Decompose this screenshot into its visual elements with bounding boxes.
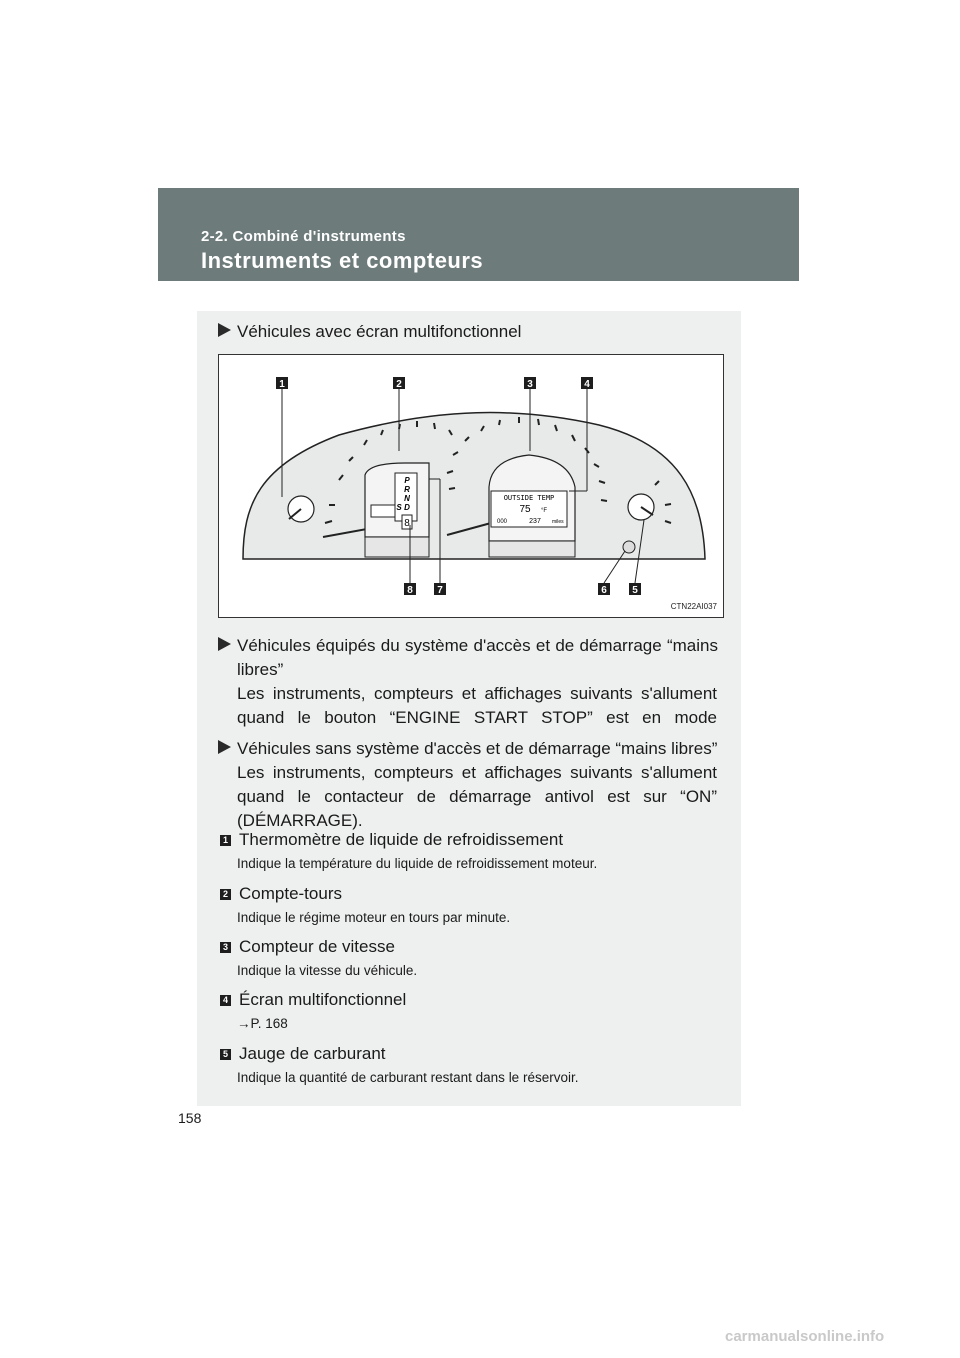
item-2-desc: Indique le régime moteur en tours par minute. <box>237 910 511 925</box>
item-5-number: 5 <box>220 1049 231 1060</box>
item-5-desc: Indique la quantité de carburant restant dans le réservoir. <box>237 1070 579 1085</box>
display-odo-unit: miles <box>552 519 564 525</box>
page-number: 158 <box>178 1110 202 1126</box>
item-3-number: 3 <box>220 942 231 953</box>
gear-digit: 8 <box>404 518 410 529</box>
bullet-triangle-icon <box>218 637 231 651</box>
display-temp: 75 <box>519 504 531 515</box>
display-odo-value: 237 <box>529 518 541 525</box>
page-title: Instruments et compteurs <box>201 248 484 273</box>
display-odo-left: 000 <box>497 519 508 525</box>
item-4-page-ref[interactable]: →P. 168 <box>237 1016 288 1031</box>
intro-bullet-text: Véhicules avec écran multifonctionnel <box>237 322 522 341</box>
bullet-2 <box>218 737 718 761</box>
item-5-title: Jauge de carburant <box>239 1044 386 1063</box>
callout-1: 1 <box>279 379 285 390</box>
gear-n: N <box>404 494 410 503</box>
item-3-desc: Indique la vitesse du véhicule. <box>237 963 418 978</box>
item-2 <box>220 884 342 904</box>
gear-d: D <box>404 503 410 512</box>
intro-bullet <box>218 320 521 344</box>
item-1 <box>220 830 563 850</box>
bullet-triangle-icon <box>218 740 231 754</box>
item-1-title: Thermomètre de liquide de refroidissement <box>239 830 564 849</box>
item-4-title: Écran multifonctionnel <box>239 990 407 1009</box>
bullet-1 <box>218 634 718 682</box>
watermark: carmanualsonline.info <box>725 1328 885 1345</box>
item-4-number: 4 <box>220 995 231 1006</box>
cluster-illustration <box>219 355 723 617</box>
item-3-title: Compteur de vitesse <box>239 937 395 956</box>
item-3 <box>220 937 395 957</box>
item-1-desc: Indique la température du liquide de refroidissement moteur. <box>237 856 598 871</box>
section-label: 2-2. Combiné d'instruments <box>201 228 406 245</box>
callout-4: 4 <box>584 379 590 390</box>
callout-3: 3 <box>527 379 533 390</box>
item-2-title: Compte-tours <box>239 884 342 903</box>
callout-6: 6 <box>601 585 607 596</box>
bullet-1-title: Véhicules équipés du système d'accès et de démarrage “mains libres” <box>237 636 718 679</box>
instrument-cluster-figure <box>218 354 724 618</box>
item-1-number: 1 <box>220 835 231 846</box>
display-unit: °F <box>541 508 548 514</box>
display-heading: OUTSIDE TEMP <box>503 494 555 502</box>
callout-7: 7 <box>437 585 443 596</box>
bullet-2-text: Les instruments, compteurs et affichages suivants s'allument quand le contacteur de démarrage antivol est sur “ON” (DÉMARRAGE). <box>237 763 717 830</box>
figure-code: CTN22AI037 <box>670 602 717 611</box>
bullet-2-title: Véhicules sans système d'accès et de démarrage “mains libres” <box>237 739 718 758</box>
callout-2: 2 <box>396 379 402 390</box>
item-2-number: 2 <box>220 889 231 900</box>
bullet-1-text: Les instruments, compteurs et affichages suivants s'allument quand le bouton “ENGINE START STOP” est en mode <box>237 684 717 727</box>
gear-r: R <box>404 485 410 494</box>
gear-p: P <box>404 476 410 485</box>
callout-8: 8 <box>407 585 413 596</box>
section-header <box>158 188 799 281</box>
item-5 <box>220 1044 386 1064</box>
gear-s: S <box>396 503 402 512</box>
bullet-triangle-icon <box>218 323 231 337</box>
callout-5: 5 <box>632 585 638 596</box>
item-4 <box>220 990 406 1010</box>
